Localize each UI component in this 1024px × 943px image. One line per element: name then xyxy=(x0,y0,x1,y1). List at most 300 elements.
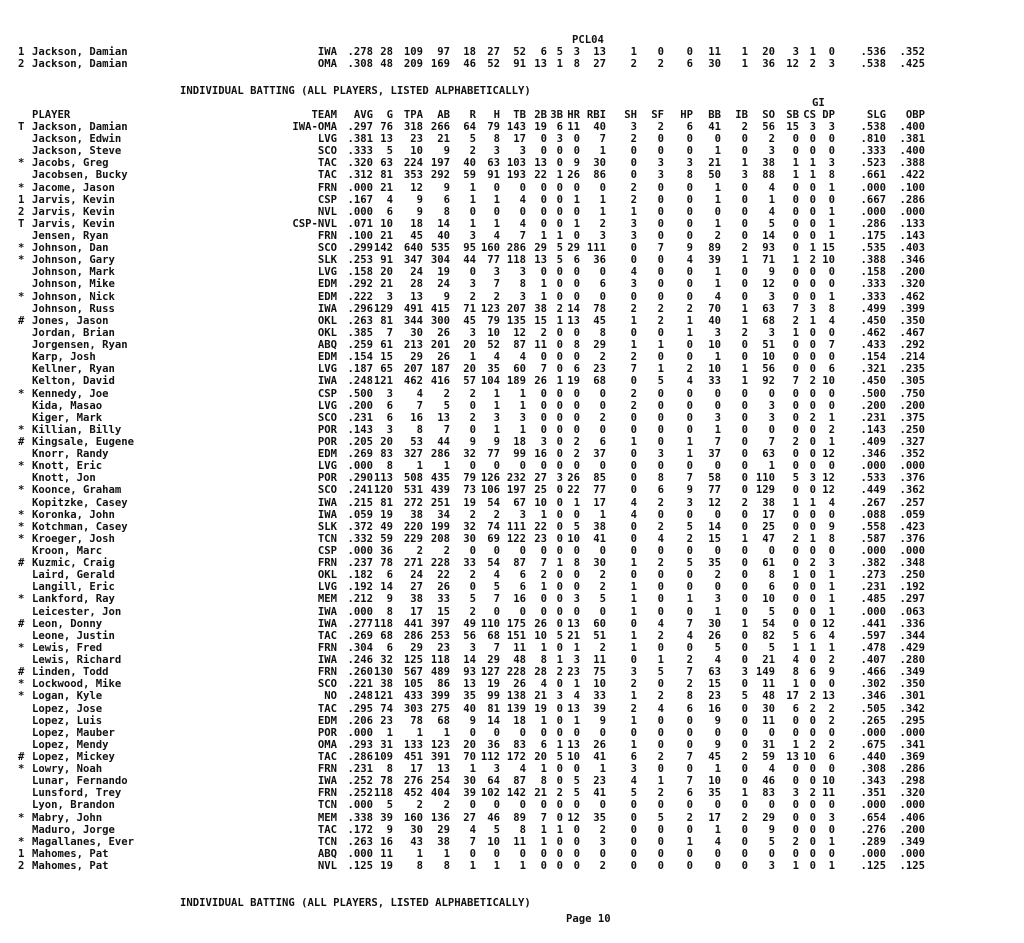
cell-avg: .263 xyxy=(347,835,373,848)
cell-d3b: 0 xyxy=(556,593,563,606)
cell-avg: .143 xyxy=(347,423,373,436)
cell-tb: 87 xyxy=(513,339,526,352)
cell-d2b: 13 xyxy=(534,58,547,70)
cell-obp: .192 xyxy=(899,581,925,594)
cell-rbi: 0 xyxy=(599,423,606,436)
cell-h: 14 xyxy=(487,714,500,727)
cell-rbi: 0 xyxy=(599,847,606,860)
cell-d2b: 1 xyxy=(540,763,547,776)
cell-hp: 0 xyxy=(686,399,693,412)
table-row xyxy=(0,339,1024,351)
cell-d2b: 2 xyxy=(540,326,547,339)
cell-hr: HR xyxy=(567,109,580,121)
cell-tpa: 452 xyxy=(403,787,423,800)
cell-rbi: 68 xyxy=(593,375,606,388)
cell-hr: 9 xyxy=(573,157,580,170)
cell-player: Kotchman, Casey xyxy=(32,520,128,533)
cell-gidp: 1 xyxy=(828,569,835,582)
cell-ib: 0 xyxy=(741,145,748,158)
cell-ib: 0 xyxy=(741,726,748,739)
cell-tpa: 105 xyxy=(403,678,423,691)
cell-gidp: 1 xyxy=(828,205,835,218)
cell-g: 20 xyxy=(380,266,393,279)
cell-h: 1 xyxy=(493,860,500,872)
cell-sh: 3 xyxy=(630,666,637,679)
cell-gidp: 10 xyxy=(822,254,835,267)
cell-g: 38 xyxy=(380,678,393,691)
cell-bb: BB xyxy=(708,109,721,121)
cell-so: 10 xyxy=(762,593,775,606)
cell-h: 4 xyxy=(493,230,500,243)
cell-avg: .167 xyxy=(347,193,373,206)
cell-d3b: 1 xyxy=(556,169,563,182)
cell-obp: .400 xyxy=(899,121,925,133)
cell-d3b: 0 xyxy=(556,411,563,424)
cell-so: 4 xyxy=(768,763,775,776)
table-row xyxy=(0,557,1024,569)
cell-obp: .376 xyxy=(899,472,925,485)
cell-team: SCO xyxy=(317,145,337,158)
cell-avg: .215 xyxy=(347,496,373,509)
cell-team: IWA xyxy=(317,617,337,630)
cell-gidp: 6 xyxy=(828,750,835,763)
cell-player: PLAYER xyxy=(32,109,71,121)
cell-ab: 26 xyxy=(437,326,450,339)
cell-tb: 0 xyxy=(519,799,526,812)
cell-ib: 2 xyxy=(741,326,748,339)
cell-rbi: 8 xyxy=(599,326,606,339)
cell-hr: 0 xyxy=(573,351,580,364)
cell-ib: 0 xyxy=(741,714,748,727)
cell-avg: .277 xyxy=(347,617,373,630)
cell-mark: * xyxy=(18,508,25,521)
cell-rbi: 0 xyxy=(599,605,606,618)
cell-ib: 0 xyxy=(741,230,748,243)
cell-d3b: 0 xyxy=(556,532,563,545)
cell-tb: 232 xyxy=(506,472,526,485)
cell-sb: 0 xyxy=(792,278,799,291)
cell-d3b: 0 xyxy=(556,278,563,291)
cell-tpa: 9 xyxy=(416,193,423,206)
cell-rbi: 11 xyxy=(593,654,606,667)
cell-player: Knott, Jon xyxy=(32,472,96,485)
cell-sh: 0 xyxy=(630,411,637,424)
cell-cs: 2 xyxy=(809,690,816,703)
cell-d3b: 2 xyxy=(556,787,563,800)
cell-gidp: 3 xyxy=(828,157,835,170)
cell-mark: * xyxy=(18,423,25,436)
cell-so: 38 xyxy=(762,496,775,509)
cell-tpa: 318 xyxy=(403,121,423,133)
cell-player: Jordan, Brian xyxy=(32,326,115,339)
cell-sf: 0 xyxy=(657,581,664,594)
cell-cs: 3 xyxy=(809,121,816,133)
cell-h: 1 xyxy=(493,387,500,400)
cell-d3b: 1 xyxy=(556,557,563,570)
cell-slg: .499 xyxy=(860,302,886,315)
cell-sh: 1 xyxy=(630,714,637,727)
cell-g: 8 xyxy=(386,605,393,618)
cell-ab: 123 xyxy=(430,738,450,751)
cell-sf: 2 xyxy=(657,520,664,533)
cell-g: 5 xyxy=(386,799,393,812)
cell-cs: 0 xyxy=(809,678,816,691)
cell-cs: 0 xyxy=(809,605,816,618)
cell-mark: * xyxy=(18,181,25,194)
cell-avg: .000 xyxy=(347,545,373,558)
cell-d3b: 0 xyxy=(556,678,563,691)
cell-sf: 0 xyxy=(657,799,664,812)
cell-hp: 0 xyxy=(686,145,693,158)
cell-hp: 4 xyxy=(686,629,693,642)
cell-cs: 3 xyxy=(809,302,816,315)
cell-ib: 0 xyxy=(741,593,748,606)
cell-g: 23 xyxy=(380,714,393,727)
table-row xyxy=(0,424,1024,436)
cell-slg: .500 xyxy=(860,387,886,400)
cell-sh: 0 xyxy=(630,860,637,872)
cell-h: 77 xyxy=(487,448,500,461)
cell-sf: 8 xyxy=(657,472,664,485)
cell-sf: 0 xyxy=(657,266,664,279)
cell-slg: .675 xyxy=(860,738,886,751)
cell-h: 36 xyxy=(487,738,500,751)
cell-r: 40 xyxy=(463,157,476,170)
cell-d3b: 0 xyxy=(556,387,563,400)
cell-tpa: 38 xyxy=(410,593,423,606)
cell-d2b: 0 xyxy=(540,423,547,436)
cell-cs: 1 xyxy=(809,496,816,509)
cell-ab: 23 xyxy=(437,641,450,654)
cell-d3b: 0 xyxy=(556,266,563,279)
table-row xyxy=(0,484,1024,496)
cell-sh: 3 xyxy=(630,217,637,230)
cell-slg: .409 xyxy=(860,435,886,448)
cell-hp: 8 xyxy=(686,169,693,182)
cell-gidp: 8 xyxy=(828,532,835,545)
cell-d3b: 0 xyxy=(556,484,563,497)
cell-sf: 5 xyxy=(657,375,664,388)
cell-team: MEM xyxy=(317,811,337,824)
cell-team: OMA xyxy=(317,738,337,751)
cell-so: 51 xyxy=(762,339,775,352)
cell-d2b: 27 xyxy=(534,472,547,485)
cell-ab: 9 xyxy=(443,145,450,158)
table-row xyxy=(0,182,1024,194)
cell-player: Kroeger, Josh xyxy=(32,532,115,545)
cell-team: TCN xyxy=(317,799,337,812)
cell-r: 27 xyxy=(463,811,476,824)
cell-tb: 3 xyxy=(519,145,526,158)
cell-rbi: 30 xyxy=(593,557,606,570)
cell-sf: 0 xyxy=(657,351,664,364)
cell-r: 18 xyxy=(463,46,476,58)
cell-team: IWA xyxy=(317,302,337,315)
cell-h: 74 xyxy=(487,520,500,533)
cell-so: 11 xyxy=(762,678,775,691)
cell-h: 79 xyxy=(487,121,500,133)
cell-so: 83 xyxy=(762,787,775,800)
cell-avg: .259 xyxy=(347,339,373,352)
cell-player: Johnson, Mark xyxy=(32,266,115,279)
cell-sb: 5 xyxy=(792,472,799,485)
cell-tb: TB xyxy=(513,109,526,121)
cell-avg: .212 xyxy=(347,593,373,606)
cell-tb: 103 xyxy=(506,157,526,170)
cell-ib: 0 xyxy=(741,484,748,497)
cell-sf: 2 xyxy=(657,690,664,703)
cell-so: 10 xyxy=(762,351,775,364)
cell-so: 54 xyxy=(762,617,775,630)
cell-avg: .154 xyxy=(347,351,373,364)
cell-slg: .533 xyxy=(860,472,886,485)
cell-avg: .304 xyxy=(347,641,373,654)
cell-sb: 0 xyxy=(792,557,799,570)
cell-sf: 0 xyxy=(657,508,664,521)
cell-g: 142 xyxy=(373,242,393,255)
cell-mark: 1 xyxy=(18,193,25,206)
cell-sf: 2 xyxy=(657,121,664,133)
cell-sf: 0 xyxy=(657,641,664,654)
cell-tpa: 160 xyxy=(403,811,423,824)
cell-ib: 1 xyxy=(741,375,748,388)
cell-bb: 1 xyxy=(714,823,721,836)
cell-cs: 0 xyxy=(809,460,816,473)
cell-d3b: 2 xyxy=(556,302,563,315)
cell-obp: .320 xyxy=(899,278,925,291)
cell-ib: 3 xyxy=(741,666,748,679)
cell-r: 0 xyxy=(469,847,476,860)
cell-sf: 2 xyxy=(657,557,664,570)
cell-tb: 52 xyxy=(513,46,526,58)
cell-hp: 0 xyxy=(686,508,693,521)
table-row xyxy=(0,727,1024,739)
cell-sb: 4 xyxy=(792,654,799,667)
cell-ab: 197 xyxy=(430,157,450,170)
cell-team: FRN xyxy=(317,557,337,570)
cell-d3b: 0 xyxy=(556,811,563,824)
cell-r: 9 xyxy=(469,714,476,727)
cell-sb: 0 xyxy=(792,242,799,255)
cell-team: LVG xyxy=(317,399,337,412)
cell-bb: 35 xyxy=(708,557,721,570)
cell-bb: 30 xyxy=(708,58,721,70)
cell-avg: .158 xyxy=(347,266,373,279)
cell-player: Lopez, Mauber xyxy=(32,726,115,739)
cell-rbi: RBI xyxy=(586,109,606,121)
cell-d2b: 21 xyxy=(534,787,547,800)
cell-sb: 0 xyxy=(792,399,799,412)
cell-gidp: 1 xyxy=(828,605,835,618)
cell-r: 40 xyxy=(463,702,476,715)
cell-bb: 37 xyxy=(708,448,721,461)
cell-slg: .450 xyxy=(860,375,886,388)
cell-d2b: 0 xyxy=(540,545,547,558)
cell-tpa: 567 xyxy=(403,666,423,679)
cell-tpa: 27 xyxy=(410,581,423,594)
cell-player: Jackson, Steve xyxy=(32,145,122,158)
section-title: INDIVIDUAL BATTING (ALL PLAYERS, LISTED ALPHABETICALLY) xyxy=(180,85,531,97)
table-row xyxy=(0,388,1024,400)
cell-obp: .257 xyxy=(899,496,925,509)
cell-d2b: 13 xyxy=(534,157,547,170)
cell-team: SLK xyxy=(317,254,337,267)
cell-sb: 0 xyxy=(792,520,799,533)
cell-r: 93 xyxy=(463,666,476,679)
cell-hr: 10 xyxy=(567,750,580,763)
cell-sf: 0 xyxy=(657,133,664,146)
cell-sb: 1 xyxy=(792,157,799,170)
cell-g: 61 xyxy=(380,339,393,352)
cell-ib: 0 xyxy=(741,702,748,715)
cell-g: G xyxy=(386,109,393,121)
cell-sf: 0 xyxy=(657,423,664,436)
cell-sh: 0 xyxy=(630,169,637,182)
cell-tpa: 4 xyxy=(416,387,423,400)
cell-d3b: 1 xyxy=(556,375,563,388)
cell-player: Maduro, Jorge xyxy=(32,823,115,836)
cell-slg: .000 xyxy=(860,726,886,739)
cell-ab: 275 xyxy=(430,702,450,715)
cell-h: 68 xyxy=(487,629,500,642)
cell-obp: .063 xyxy=(899,605,925,618)
cell-obp: .250 xyxy=(899,569,925,582)
cell-avg: .338 xyxy=(347,811,373,824)
cell-cs: 0 xyxy=(809,860,816,872)
cell-gidp: 0 xyxy=(828,193,835,206)
cell-h: 27 xyxy=(487,46,500,58)
cell-obp: .423 xyxy=(899,520,925,533)
cell-so: 9 xyxy=(768,823,775,836)
cell-slg: .346 xyxy=(860,448,886,461)
cell-ib: 5 xyxy=(741,690,748,703)
cell-cs: 0 xyxy=(809,423,816,436)
cell-hp: 1 xyxy=(686,326,693,339)
cell-ib: 0 xyxy=(741,266,748,279)
cell-d3b: 3 xyxy=(556,472,563,485)
cell-ab: 251 xyxy=(430,496,450,509)
cell-r: 46 xyxy=(463,58,476,70)
cell-slg: .267 xyxy=(860,496,886,509)
cell-mark: 2 xyxy=(18,860,25,872)
cell-h: 7 xyxy=(493,278,500,291)
cell-r: 59 xyxy=(463,169,476,182)
cell-sb: 0 xyxy=(792,423,799,436)
cell-sf: 2 xyxy=(657,314,664,327)
cell-sh: 4 xyxy=(630,266,637,279)
cell-team: TAC xyxy=(317,157,337,170)
cell-avg: .293 xyxy=(347,738,373,751)
cell-tb: 11 xyxy=(513,641,526,654)
cell-team: SCO xyxy=(317,411,337,424)
cell-obp: .462 xyxy=(899,290,925,303)
cell-tpa: 2 xyxy=(416,799,423,812)
cell-gidp: 0 xyxy=(828,387,835,400)
cell-so: 1 xyxy=(768,193,775,206)
cell-r: 3 xyxy=(469,230,476,243)
cell-sh: 1 xyxy=(630,46,637,58)
cell-h: 35 xyxy=(487,363,500,376)
cell-slg: SLG xyxy=(866,109,886,121)
table-row xyxy=(0,715,1024,727)
table-row xyxy=(0,472,1024,484)
cell-obp: .349 xyxy=(899,666,925,679)
cell-tb: 4 xyxy=(519,763,526,776)
cell-rbi: 0 xyxy=(599,545,606,558)
cell-ib: 2 xyxy=(741,121,748,133)
cell-hr: 0 xyxy=(573,411,580,424)
cell-r: 95 xyxy=(463,242,476,255)
cell-ib: 1 xyxy=(741,363,748,376)
cell-cs: 2 xyxy=(809,702,816,715)
cell-r: 0 xyxy=(469,205,476,218)
cell-cs: 2 xyxy=(809,787,816,800)
cell-hp: 0 xyxy=(686,133,693,146)
table-row xyxy=(0,751,1024,763)
cell-sb: 8 xyxy=(792,666,799,679)
cell-obp: .350 xyxy=(899,314,925,327)
cell-tpa: 224 xyxy=(403,157,423,170)
cell-avg: .248 xyxy=(347,690,373,703)
cell-r: 0 xyxy=(469,581,476,594)
cell-hr: 8 xyxy=(573,339,580,352)
cell-ab: 254 xyxy=(430,775,450,788)
cell-avg: .320 xyxy=(347,157,373,170)
cell-slg: .000 xyxy=(860,205,886,218)
cell-sb: 7 xyxy=(792,375,799,388)
cell-h: 112 xyxy=(480,750,500,763)
cell-hp: 0 xyxy=(686,351,693,364)
cell-d3b: 1 xyxy=(556,654,563,667)
cell-tpa: 433 xyxy=(403,690,423,703)
cell-d2b: 0 xyxy=(540,399,547,412)
cell-ib: 0 xyxy=(741,399,748,412)
cell-slg: .333 xyxy=(860,290,886,303)
cell-hp: 0 xyxy=(686,860,693,872)
cell-ab: 9 xyxy=(443,181,450,194)
table-row xyxy=(0,375,1024,387)
cell-d3b: 5 xyxy=(556,750,563,763)
cell-hr: 4 xyxy=(573,690,580,703)
cell-tpa: 29 xyxy=(410,351,423,364)
cell-h: 5 xyxy=(493,581,500,594)
cell-tpa: 24 xyxy=(410,569,423,582)
cell-bb: 12 xyxy=(708,496,721,509)
cell-cs: 2 xyxy=(809,411,816,424)
table-row xyxy=(0,58,1024,70)
cell-mark: 2 xyxy=(18,205,25,218)
cell-sh: 1 xyxy=(630,738,637,751)
cell-ib: 0 xyxy=(741,557,748,570)
cell-player: Jensen, Ryan xyxy=(32,230,109,243)
cell-r: 44 xyxy=(463,254,476,267)
cell-slg: .231 xyxy=(860,411,886,424)
cell-tb: 99 xyxy=(513,448,526,461)
cell-tpa: 16 xyxy=(410,411,423,424)
cell-bb: 0 xyxy=(714,581,721,594)
cell-team: TAC xyxy=(317,629,337,642)
cell-d2b: 6 xyxy=(540,46,547,58)
cell-sh: 0 xyxy=(630,145,637,158)
cell-obp: .403 xyxy=(899,242,925,255)
cell-gidp: 0 xyxy=(828,351,835,364)
cell-rbi: 13 xyxy=(593,46,606,58)
cell-rbi: 2 xyxy=(599,581,606,594)
cell-ab: 22 xyxy=(437,569,450,582)
cell-d3b: 0 xyxy=(556,799,563,812)
cell-hr: 14 xyxy=(567,302,580,315)
cell-avg: .297 xyxy=(347,121,373,133)
